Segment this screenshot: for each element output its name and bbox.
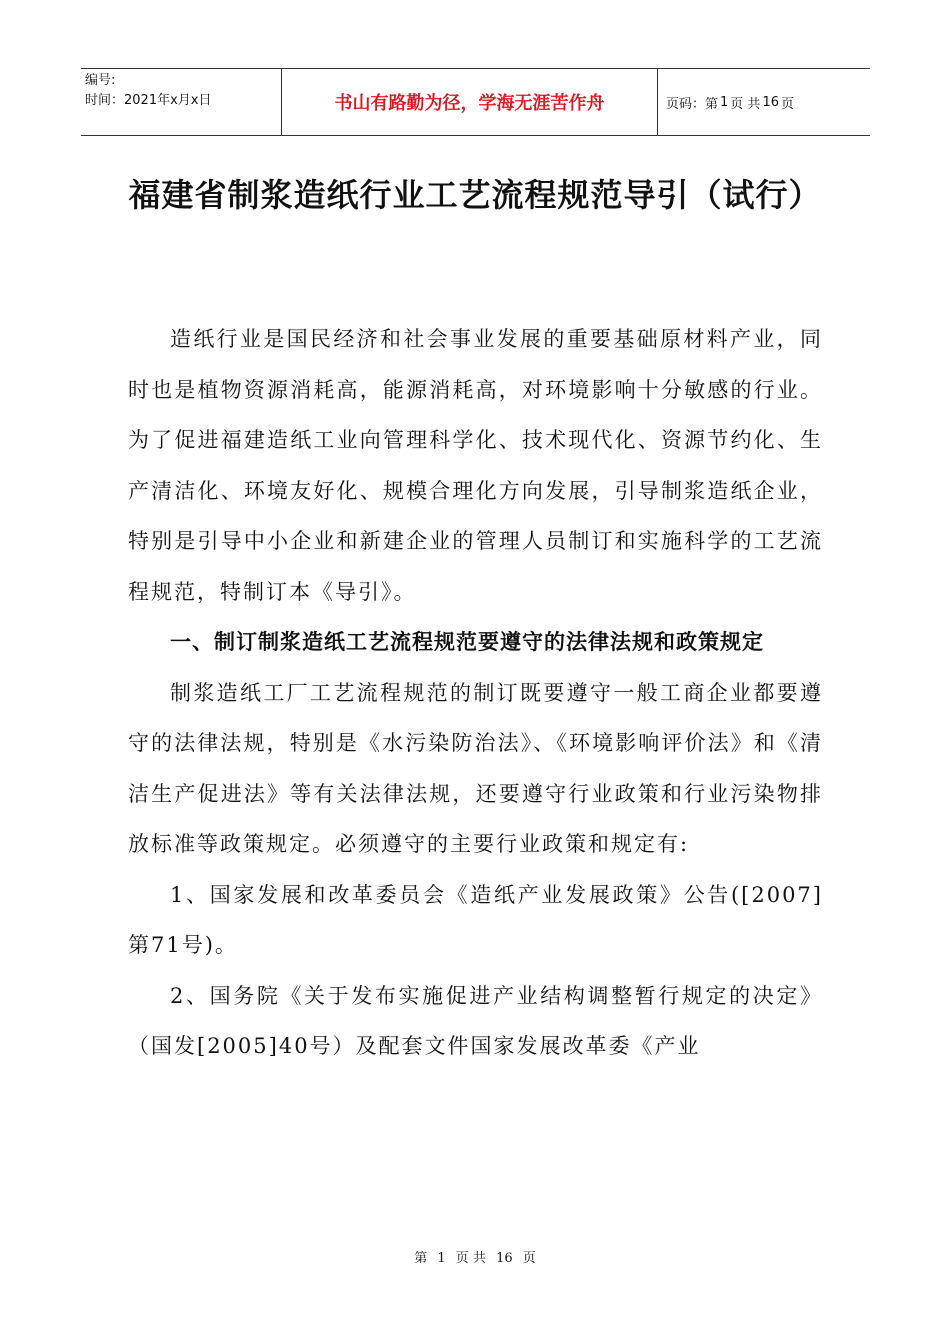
section-heading: 一、制订制浆造纸工艺流程规范要遵守的法律法规和政策规定: [170, 630, 764, 654]
header-page-total: 16: [762, 94, 779, 110]
document-number-label: 编号:: [85, 73, 116, 88]
footer-current-page: 1: [437, 1251, 446, 1266]
footer-total-pages: 16: [496, 1251, 513, 1266]
header-page-label: 页码：第: [666, 96, 719, 112]
header-page-mid: 页 共: [730, 96, 761, 112]
header-page-info: [658, 69, 870, 135]
document-body: [128, 314, 823, 1072]
section-paragraph: 制浆造纸工厂工艺流程规范的制订既要遵守一般工商企业都要遵守的法律法规，特别是《水污染防治法》、《环境影响评价法》和《清洁生产促进法》等有关法律法规，还要遵守行业政策和行业污染物排放标准等政策规定。必须遵守的主要行业政策和规定有:: [128, 680, 823, 856]
header-motto-cell: [281, 69, 658, 135]
document-header: [81, 68, 870, 136]
document-time-label: 时间：2021年x月x日: [85, 93, 212, 108]
page-footer: [0, 1247, 950, 1266]
footer-suffix: 页: [522, 1251, 536, 1266]
footer-prefix: 第: [414, 1251, 428, 1266]
header-page-current: 1: [720, 94, 729, 110]
header-motto: 书山有路勤为径，学海无涯苦作舟: [334, 93, 605, 114]
footer-mid: 页 共: [455, 1251, 486, 1266]
header-page-end: 页: [780, 96, 794, 112]
list-item-1: 1、国家发展和改革委员会《造纸产业发展政策》公告([2007]第71号)。: [128, 882, 823, 957]
list-item-2: 2、国务院《关于发布实施促进产业结构调整暂行规定的决定》（国发[2005]40号）及配套文件国家发展改革委《产业: [128, 983, 823, 1058]
header-meta: [81, 69, 281, 135]
document-title: 福建省制浆造纸行业工艺流程规范导引（试行）: [128, 176, 822, 214]
intro-paragraph: 造纸行业是国民经济和社会事业发展的重要基础原材料产业，同时也是植物资源消耗高，能源消耗高，对环境影响十分敏感的行业。为了促进福建造纸工业向管理科学化、技术现代化、资源节约化、生产清洁化、环境友好化、规模合理化方向发展，引导制浆造纸企业，特别是引导中小企业和新建企业的管理人员制订和实施科学的工艺流程规范，特制订本《导引》。: [128, 327, 823, 604]
